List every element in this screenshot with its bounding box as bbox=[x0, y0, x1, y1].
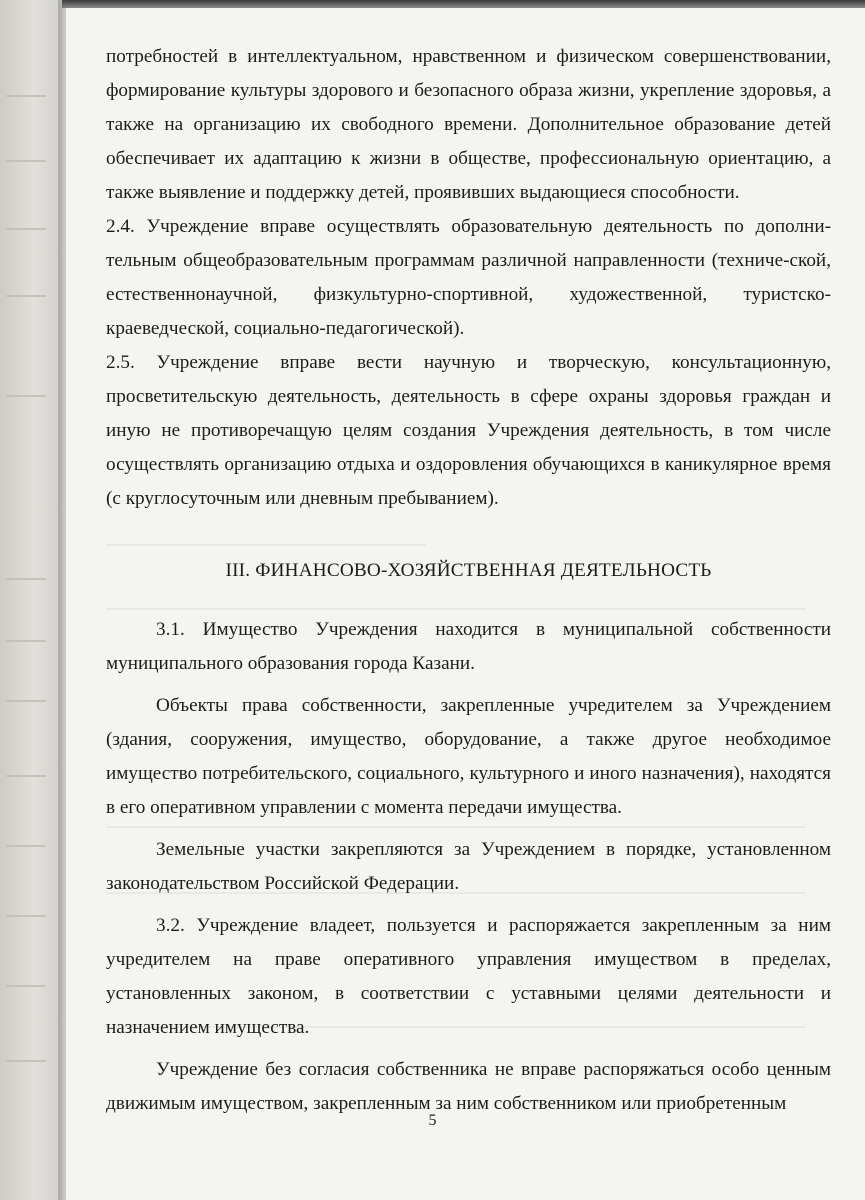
previous-page-edge bbox=[0, 0, 62, 1200]
bleed-line bbox=[6, 915, 46, 917]
bleed-line bbox=[6, 395, 46, 397]
bleed-line bbox=[6, 700, 46, 702]
bleed-line bbox=[6, 295, 46, 297]
page-number: 5 bbox=[428, 1112, 437, 1129]
document-body bbox=[106, 40, 831, 1121]
paragraph-land-plots: Земельные участки закрепляются за Учреждением в порядке, установленном законодательством Российской Федерации. bbox=[106, 839, 831, 894]
paragraph-2-5: 2.5. Учреждение вправе вести научную и творческую, консультационную, просветительскую деятельность, деятельность в сфере охраны здоровья граждан и иную не противоречащую целям создания Учреждения деятельность, в том числе осуществлять организацию отдыха и оздоровления обучающихся в каникулярное время (с круглосуточным или дневным пребыванием). bbox=[106, 352, 831, 509]
bleed-line bbox=[6, 160, 46, 162]
bleed-line bbox=[6, 775, 46, 777]
bleed-line bbox=[6, 845, 46, 847]
bleed-line bbox=[6, 640, 46, 642]
bleed-line bbox=[6, 1060, 46, 1062]
paragraph-intro-continuation: потребностей в интеллектуальном, нравственном и физическом совершенствовании, формирование культуры здорового и безопасного образа жизни, укрепление здоровья, а также на организацию их свободного времени. Дополнительное образование детей обеспечивает их адаптацию к жизни в обществе, профессиональную ориентацию, а также выявление и поддержку детей, проявивших выдающиеся способности. bbox=[106, 46, 831, 203]
bleed-line bbox=[6, 95, 46, 97]
paragraph-3-2: 3.2. Учреждение владеет, пользуется и распоряжается закрепленным за ним учредителем на праве оперативного управления имуществом в пределах, установленных законом, в соответствии с уставными целями деятельности и назначением имущества. bbox=[106, 915, 831, 1038]
paragraph-property-objects: Объекты права собственности, закрепленные учредителем за Учреждением (здания, сооружения, имущество, оборудование, а также другое необходимое имущество потребительского, социального, культурного и иного назначения), находятся в его оперативном управлении с момента передачи имущества. bbox=[106, 695, 831, 818]
bleed-line bbox=[6, 985, 46, 987]
paragraph-valuable-property: Учреждение без согласия собственника не вправе распоряжаться особо ценным движимым имуществом, закрепленным за ним собственником или приобретенным bbox=[106, 1059, 831, 1114]
paragraph-2-4: 2.4. Учреждение вправе осуществлять образовательную деятельность по дополни-тельным общеобразовательным программам различной направленности (техниче-ской, естественнонаучной, физкультурно-спортивной, художественной, туристско-краеведческой, социально-педагогической). bbox=[106, 216, 831, 339]
bleed-line bbox=[6, 228, 46, 230]
bleed-line bbox=[6, 578, 46, 580]
paragraph-3-1: 3.1. Имущество Учреждения находится в муниципальной собственности муниципального образования города Казани. bbox=[106, 619, 831, 674]
section-heading: III. ФИНАНСОВО-ХОЗЯЙСТВЕННАЯ ДЕЯТЕЛЬНОСТЬ bbox=[225, 560, 712, 581]
scanner-top-edge bbox=[0, 0, 865, 8]
